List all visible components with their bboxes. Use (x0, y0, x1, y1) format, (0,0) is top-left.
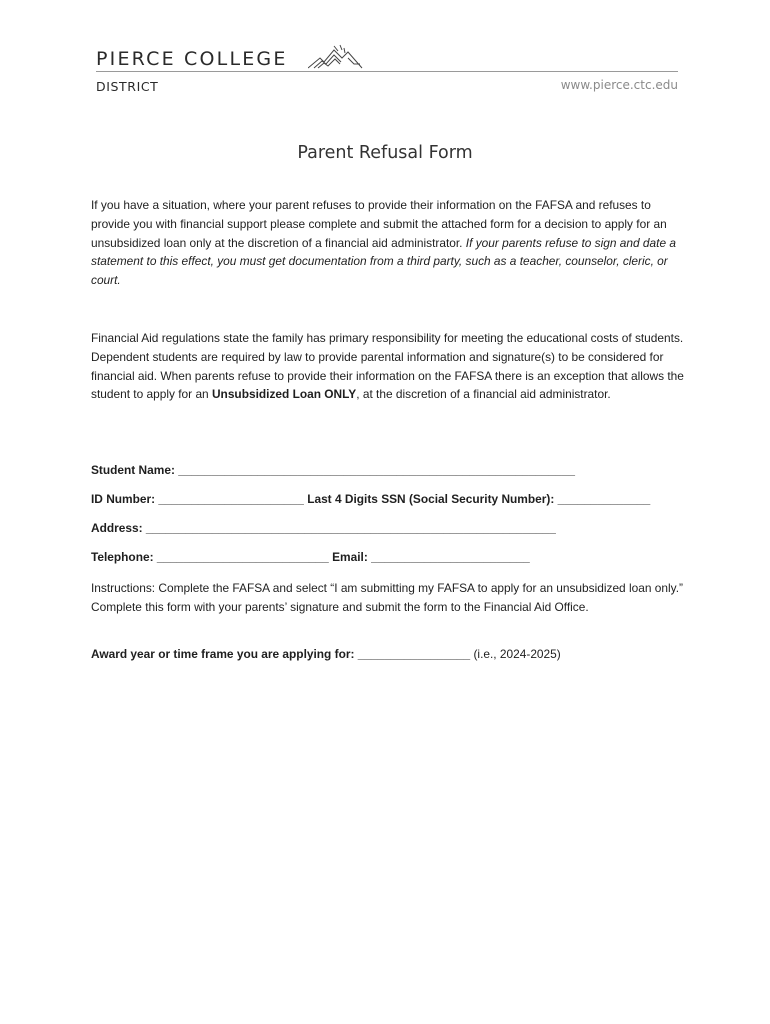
intro-italic-text: If your parents refuse to sign and date a statement to this effect, you must get documentation from a third party, such as a teacher, counselor, cleric, or court. (91, 235, 676, 288)
intro-text: If you have a situation, where your parent refuses to provide their information on the FAFSA and refuses to provide you with financial support please complete and submit the attached form for a decision to apply for an unsubsidized loan only at the discretion of a financial aid administrator. (91, 198, 667, 250)
regulations-text: Financial Aid regulations state the family has primary responsibility for meeting the educational costs of students. Dependent students are required by law to provide parental information and signature(s) to be considered for financial aid. When parents refuse to provide their information on the FAFSA there is an exception that allows the student to apply for an (91, 331, 684, 402)
header-divider (96, 71, 678, 72)
address-field[interactable]: Address: ______________________________________________________________ (91, 521, 556, 535)
website-url: www.pierce.ctc.edu (560, 78, 678, 92)
intro-paragraph (91, 196, 691, 290)
student-name-field[interactable]: Student Name: ____________________________________________________________ (91, 463, 575, 477)
instructions-paragraph: Instructions: Complete the FAFSA and select “I am submitting my FAFSA to apply for an unsubsidized loan only.” Complete this form with your parents’ signature and submit the form to the Financial Aid Office. (91, 581, 683, 614)
email-field[interactable]: Email: ________________________ (332, 550, 530, 564)
page-title: Parent Refusal Form (297, 143, 473, 163)
regulations-bold-text: Unsubsidized Loan ONLY (211, 387, 357, 402)
regulations-text-end: , at the discretion of a financial aid administrator. (356, 387, 611, 402)
id-number-row (91, 492, 650, 506)
regulations-paragraph (91, 329, 691, 404)
award-year-row (91, 647, 561, 661)
ssn-field[interactable]: Last 4 Digits SSN (Social Security Number): ______________ (307, 492, 651, 506)
award-year-field[interactable]: Award year or time frame you are applying for: _________________ (91, 647, 471, 661)
mountain-icon (308, 44, 364, 70)
telephone-field[interactable]: Telephone: __________________________ (91, 550, 329, 564)
college-name: PIERCE COLLEGE (96, 48, 288, 70)
id-number-field[interactable]: ID Number: ______________________ (91, 492, 304, 506)
award-year-example: (i.e., 2024-2025) (470, 647, 561, 661)
district-label: DISTRICT (96, 79, 159, 94)
contact-row (91, 550, 530, 564)
college-logo (96, 48, 288, 70)
